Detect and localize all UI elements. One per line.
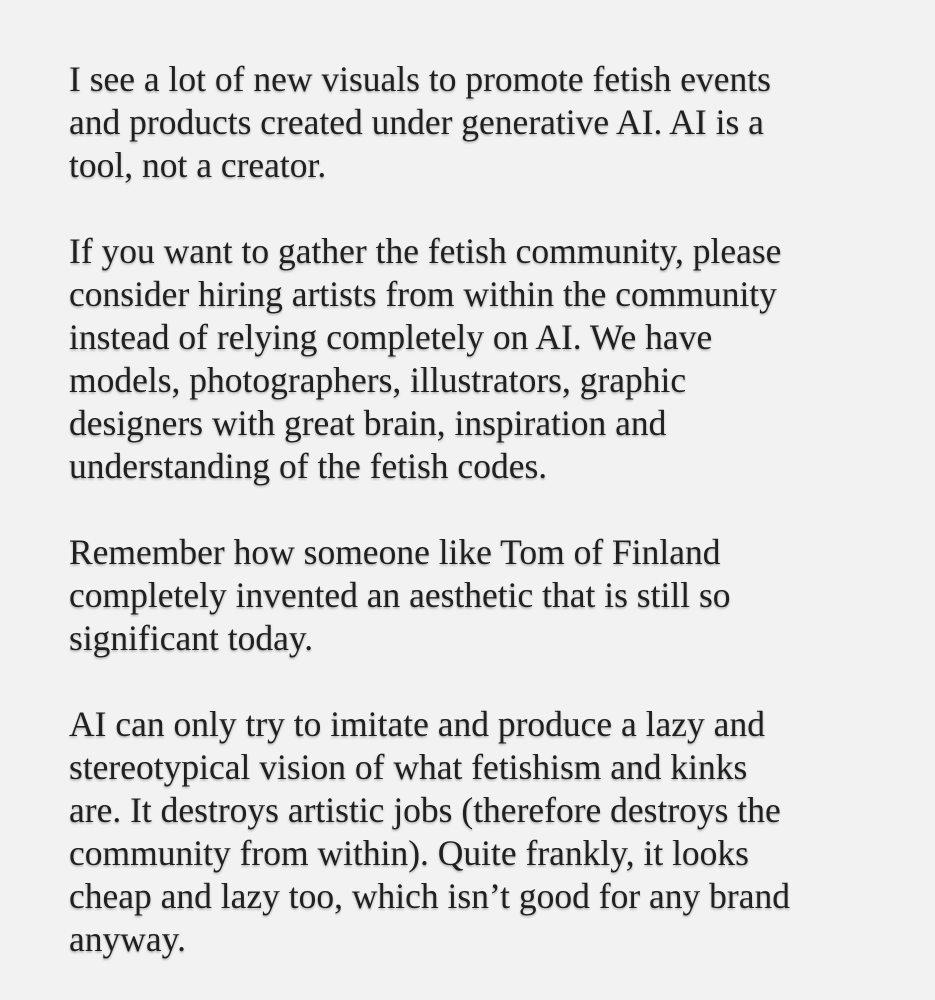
paragraph-ai-critique: AI can only try to imitate and produce a lazy and stereotypical vision of what fetishism and kinks are. It destroys artistic jobs (therefore destroys the community from within). Quite frankly, it looks cheap and lazy too, which isn’t good for any brand anyway.	[69, 704, 790, 959]
paragraph-tom-of-finland: Remember how someone like Tom of Finland completely invented an aesthetic that is still so significant today.	[69, 532, 731, 658]
paragraph-hire-artists: If you want to gather the fetish community, please consider hiring artists from within the community instead of relying completely on AI. We have models, photographers, illustrators, graphic designers with great brain, inspiration and understanding of the fetish codes.	[69, 231, 782, 486]
paragraph-intro: I see a lot of new visuals to promote fetish events and products created under generative AI. AI is a tool, not a creator.	[69, 59, 771, 185]
